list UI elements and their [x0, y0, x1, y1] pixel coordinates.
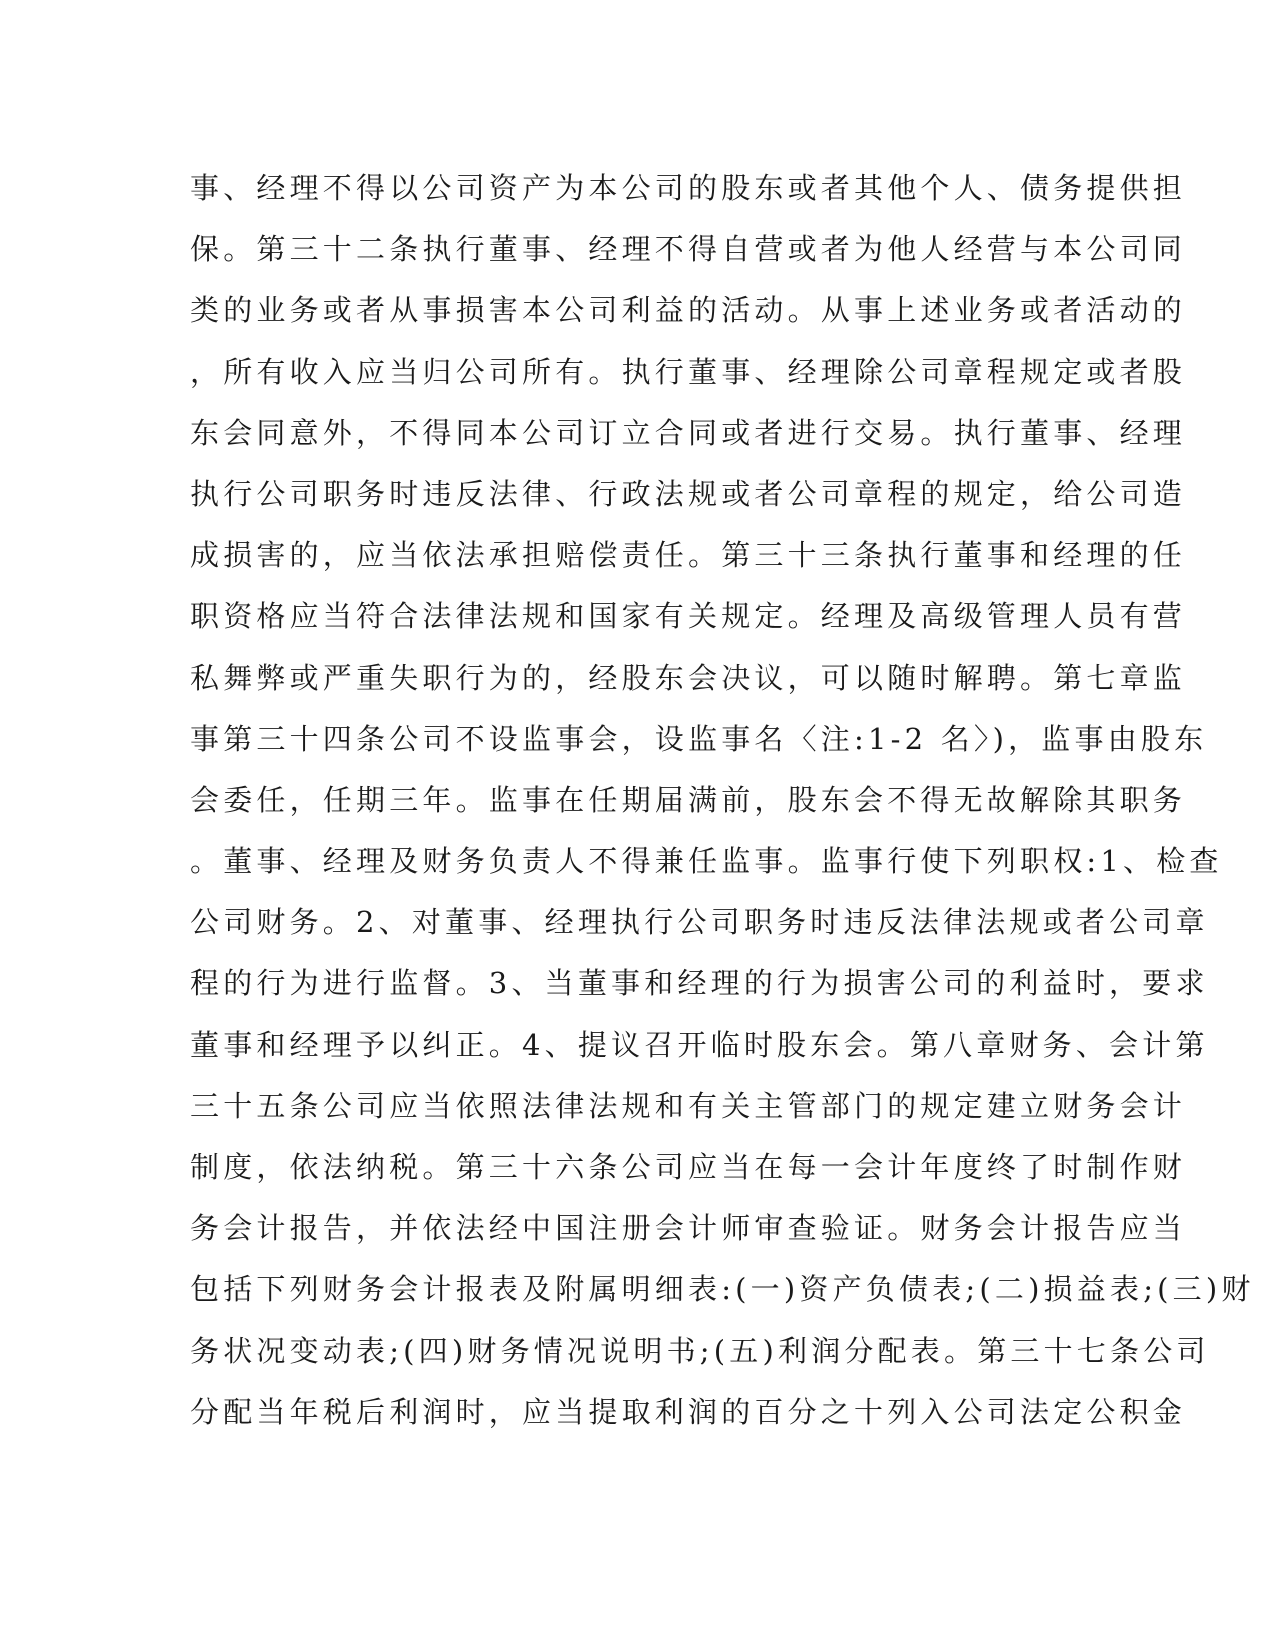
text-line: 私舞弊或严重失职行为的，经股东会决议，可以随时解聘。第七章监	[190, 660, 1187, 695]
text-line: 制度，依法纳税。第三十六条公司应当在每一会计年度终了时制作财	[190, 1150, 1187, 1184]
text-line: 事、经理不得以公司资产为本公司的股东或者其他个人、债务提供担	[190, 171, 1187, 205]
text-line: 会委任，任期三年。监事在任期届满前，股东会不得无故解除其职务	[190, 782, 1187, 817]
text-line: 分配当年税后利润时，应当提取利润的百分之十列入公司法定公积金	[190, 1394, 1187, 1429]
text-line: 东会同意外，不得同本公司订立合同或者进行交易。执行董事、经理	[190, 415, 1187, 450]
text-line: 职资格应当符合法律法规和国家有关规定。经理及高级管理人员有营	[190, 599, 1187, 634]
text-line: 三十五条公司应当依照法律法规和有关主管部门的规定建立财务会计	[190, 1088, 1187, 1123]
text-line: 成损害的，应当依法承担赔偿责任。第三十三条执行董事和经理的任	[190, 538, 1187, 573]
text-line: 执行公司职务时违反法律、行政法规或者公司章程的规定，给公司造	[190, 476, 1187, 511]
text-line: 包括下列财务会计报表及附属明细表:(一)资产负债表;(二)损益表;(三)财	[190, 1272, 1255, 1307]
text-line: 。董事、经理及财务负责人不得兼任监事。监事行使下列职权:1、检查	[190, 844, 1223, 879]
text-line: 公司财务。2、对董事、经理执行公司职务时违反法律法规或者公司章	[190, 905, 1209, 940]
text-line: 程的行为进行监督。3、当董事和经理的行为损害公司的利益时，要求	[190, 966, 1209, 1001]
text-line: 董事和经理予以纠正。4、提议召开临时股东会。第八章财务、会计第	[190, 1027, 1209, 1062]
text-line: 事第三十四条公司不设监事会，设监事名〈注:1-2 名〉)，监事由股东	[190, 721, 1208, 756]
body-text	[190, 158, 1255, 1443]
text-line: ，所有收入应当归公司所有。执行董事、经理除公司章程规定或者股	[190, 354, 1187, 389]
text-line: 保。第三十二条执行董事、经理不得自营或者为他人经营与本公司同	[190, 232, 1187, 267]
text-line: 类的业务或者从事损害本公司利益的活动。从事上述业务或者活动的	[190, 293, 1187, 328]
text-line: 务状况变动表;(四)财务情况说明书;(五)利润分配表。第三十七条公司	[190, 1333, 1210, 1368]
text-line: 务会计报告，并依法经中国注册会计师审查验证。财务会计报告应当	[190, 1211, 1187, 1246]
